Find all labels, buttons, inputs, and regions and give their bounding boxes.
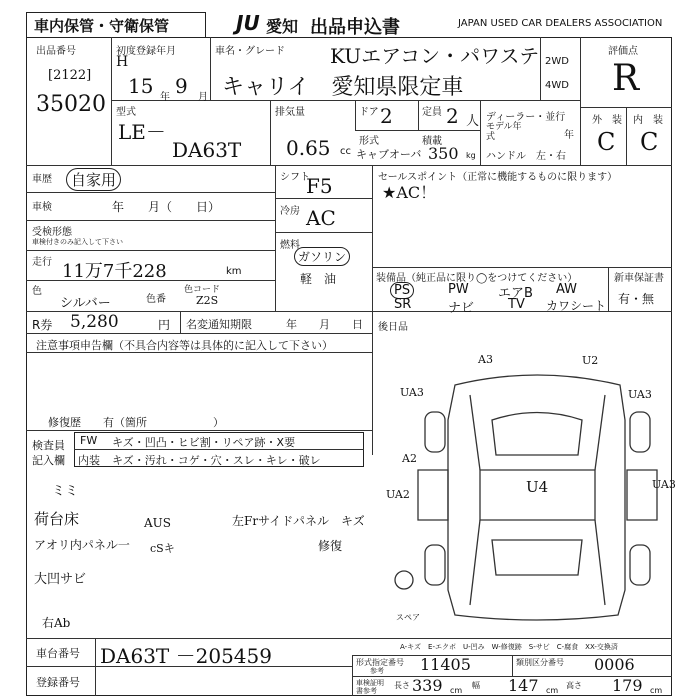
reg-no-label: 登録番号 [36, 676, 80, 689]
grade-line2: キャリイ 愛知県限定車 [222, 75, 464, 100]
length-label: 長さ [394, 681, 410, 690]
form-title: 出品申込書 [310, 17, 400, 38]
ju-logo: JU [236, 11, 260, 35]
chassis-no: DA63T －205459 [100, 644, 272, 668]
type-approval-ref: 参考 [370, 667, 384, 675]
rating-label: 評価点 [608, 46, 638, 57]
drive-4wd: 4WD [545, 80, 569, 91]
association-name: JAPAN USED CAR DEALERS ASSOCIATION [458, 18, 663, 29]
eq-navi: ナビ [448, 301, 475, 316]
eq-aw: AW [556, 282, 578, 297]
shape: キャブオーバ [356, 148, 422, 161]
eq-sr: SR [394, 297, 412, 312]
note-left-panel: 左Frサイドパネル キズ [232, 514, 365, 528]
eq-tv: TV [508, 297, 525, 312]
mark-a3: A3 [478, 353, 493, 366]
spare-label: スペア [396, 613, 420, 622]
capacity: 2 [446, 104, 459, 128]
width: 147 [508, 676, 539, 695]
color-no-label: 色番 [146, 294, 166, 305]
notes-label: 注意事項申告欄（不具合内容等は具体的に記入して下さい） [36, 339, 333, 352]
note-handle: 右Ab [42, 616, 71, 630]
ac: AC [306, 206, 336, 230]
name-change-date: 年 月 日 [286, 318, 363, 331]
repair-history: 修復歴 有（箇所 ） [48, 416, 224, 429]
type-approval: 11405 [420, 655, 471, 674]
yen-label: 円 [158, 318, 171, 332]
displacement: 0.65 [286, 136, 331, 160]
reg-year: 15 [128, 74, 154, 98]
interior-grade: C [640, 128, 659, 156]
backseat-label: 後日品 [378, 322, 408, 333]
category-no: 0006 [594, 655, 635, 674]
model-year-label: モデル年式 [486, 122, 522, 142]
equipment-label: 装備品（純正品に限り◯をつけてください） [376, 273, 578, 284]
note-mimi: ミミ [52, 484, 79, 499]
first-reg-label: 初度登録年月 [116, 46, 176, 57]
mileage-label: 走行 [32, 257, 52, 268]
capacity-label: 定員 [422, 107, 442, 118]
color: シルバー [60, 296, 111, 311]
model-year-suffix: 年 [564, 130, 574, 141]
note-bed: 荷台床 [34, 510, 80, 528]
insp-form-note: 車検付きのみ記入して下さい [32, 238, 123, 246]
name-change-label: 名変通知期限 [186, 318, 252, 331]
rating-value: R [612, 58, 640, 99]
doors-label: ドア [359, 107, 379, 118]
mark-ua2-left: UA2 [386, 488, 410, 501]
shift: F5 [306, 174, 333, 198]
new-warranty-label: 新車保証書 [614, 273, 664, 284]
lot-bracket: [2122] [48, 68, 92, 83]
dealer-label: ディーラー・並行 [486, 112, 566, 123]
height-cm: cm [650, 686, 663, 695]
category-no-label: 類別区分番号 [516, 658, 564, 667]
reg-month: 9 [175, 74, 188, 98]
color-code-label: 色コード [184, 285, 221, 295]
sales-point-label: セールスポイント（正常に機能するものに限ります） [378, 172, 618, 183]
year-mark: 年 [160, 92, 170, 103]
recycle-fee: 5,280 [70, 312, 119, 332]
int-label: 内装 [78, 454, 100, 467]
shift-label: シフト [280, 172, 310, 183]
exterior-label: 外 装 [592, 115, 622, 126]
color-label: 色 [32, 286, 42, 297]
model-grade-label: 車名・グレード [215, 46, 285, 57]
era: H [116, 54, 129, 70]
load-label: 積載 [422, 136, 442, 147]
warranty-opts: 有・無 [618, 292, 655, 306]
vehicle-use-label: 車歴 [32, 174, 52, 185]
fuel-gas: ガソリン [294, 247, 350, 266]
exterior-grade: C [597, 128, 616, 156]
mark-ua3-right: UA3 [628, 388, 652, 401]
fuel-diesel: 軽 油 [300, 272, 337, 286]
chassis-no-label: 車台番号 [36, 647, 80, 660]
inspection-ym: 年 月（ 日） [112, 200, 221, 214]
height: 179 [612, 676, 643, 695]
width-cm: cm [546, 686, 559, 695]
shape-label: 形式 [359, 136, 379, 147]
exterior-defects: キズ・凹凸・ヒビ割・リペア跡・X要 [112, 436, 296, 449]
grade-line1: KUエアコン・パワステ [330, 44, 540, 68]
lot-no-label: 出品番号 [36, 46, 76, 57]
cc-label: cc [340, 146, 351, 157]
interior-defects: キズ・汚れ・コゲ・穴・スレ・キレ・破レ [112, 454, 321, 467]
note-floor: アオリ内パネル一 [34, 538, 130, 552]
model-type-label: 型式 [116, 107, 136, 118]
damage-legend: A-キズ E-エクボ U-凹み W-修復跡 S-サビ C-腐食 XX-交換済 [400, 643, 618, 651]
mark-u2: U2 [582, 354, 599, 367]
width-label: 幅 [472, 681, 480, 690]
eq-ps: PS [390, 282, 414, 299]
persons-label: 人 [466, 114, 480, 129]
entry-label: 記入欄 [32, 454, 65, 467]
eq-aircon: エアB [498, 286, 533, 301]
mark-a2: A2 [402, 452, 417, 465]
note-rust: 大凹サビ [34, 572, 87, 587]
load: 350 [428, 144, 459, 163]
lot-no: 35020 [36, 92, 106, 117]
eq-pw: PW [448, 282, 469, 297]
mark-ua3-left: UA3 [400, 386, 424, 399]
cert-length-label: 車検証明書参考 [356, 679, 384, 695]
storage-note: 車内保管・守衛保管 [34, 17, 170, 35]
note-repair: 修復 [318, 539, 343, 553]
color-code: Z2S [196, 294, 219, 307]
note-aus: AUS [144, 516, 171, 530]
model-code: DA63T [172, 138, 242, 162]
kg-label: kg [466, 151, 476, 160]
length: 339 [412, 676, 443, 695]
vehicle-use: 自家用 [66, 168, 121, 191]
handle-label: ハンドル 左・右 [486, 151, 566, 162]
height-label: 高さ [566, 681, 582, 690]
recycle-label: R券 [32, 318, 53, 332]
inspection-label: 車検 [32, 202, 52, 213]
interior-label: 内 装 [633, 115, 663, 126]
sales-point: ★AC！ [382, 183, 437, 202]
mileage: 11万7千228 [62, 261, 167, 282]
mark-ua3-right2: UA3 [652, 478, 676, 491]
mark-u4: U4 [526, 478, 549, 496]
doors: 2 [380, 104, 393, 128]
inspector-label: 検査員 [32, 439, 65, 452]
fuel-label: 燃料 [280, 240, 300, 251]
ac-label: 冷房 [280, 206, 300, 217]
fw-label: FW [80, 434, 98, 447]
type-approval-label: 形式指定番号 [356, 658, 404, 667]
model-prefix: LE－ [118, 120, 166, 144]
km-label: km [226, 266, 242, 277]
note-csk: cSキ [150, 542, 175, 555]
drive-2wd: 2WD [545, 56, 569, 67]
insp-form-label: 受検形態 [32, 227, 72, 238]
displacement-label: 排気量 [275, 107, 305, 118]
length-cm: cm [450, 686, 463, 695]
eq-leather: カワシート [546, 299, 607, 313]
month-mark: 月 [198, 92, 208, 103]
org-name: 愛知 [266, 17, 299, 36]
